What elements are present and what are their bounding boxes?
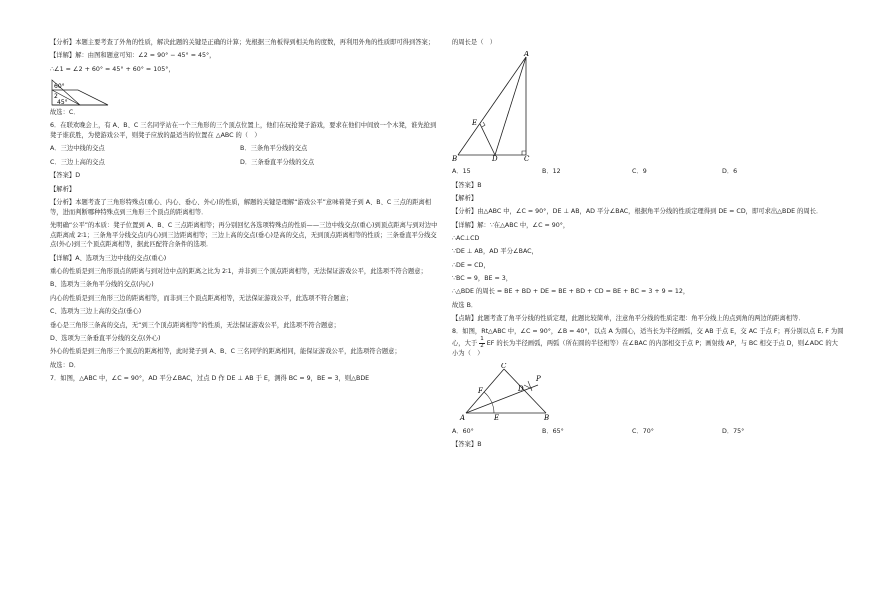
choice-conclusion: 故选：D． — [50, 361, 81, 369]
choice-conclusion: 故选 B． — [452, 301, 478, 309]
angle-label-60: 60° — [54, 83, 65, 91]
solution-step: ∴∠1 = ∠2 + 60° = 45° + 60° = 105°， — [50, 65, 175, 73]
option-b: B．12 — [542, 168, 561, 176]
detail-heading: D、选项为三条垂直平分线的交点(外心) — [50, 334, 161, 342]
angle-bisector-figure — [458, 363, 568, 421]
solution-step: 【详解】解：∵在△ABC 中，∠C = 90°， — [452, 221, 570, 229]
option-b: B．三条角平分线的交点 — [240, 145, 308, 153]
explanation-heading: 【解析】 — [50, 185, 76, 193]
question-8-part-1: 8．如图，Rt△ABC 中，∠C = 90°，∠B = 40°，以点 A 为圆心，适当长为半径画弧，交 AB 于点 E，交 AC 于点 F；再分别以点 E, F 为圆心，大于 — [452, 328, 844, 348]
fraction-numerator: 1 — [480, 336, 484, 343]
answer-line: 【答案】B — [452, 181, 482, 189]
detail-heading: 【详解】A、选项为三边中线的交点(重心) — [50, 254, 167, 262]
solution-step: ∵BC = 9，BE = 3， — [452, 275, 513, 283]
note-paragraph: 【点睛】此题考查了角平分线的性质定理，此题比较简单，注意角平分线的性质定理：角平分线上的点到角的两边的距离相等． — [452, 315, 805, 323]
vertex-label-e: E — [494, 413, 500, 421]
vertex-label-a: A — [524, 51, 530, 59]
triangle-abc-figure — [452, 51, 562, 161]
vertex-label-f: F — [478, 386, 483, 395]
option-d: D．6 — [722, 168, 738, 176]
analysis-paragraph: 先明确“公平”的本质：凳子位置到 A、B、C 三点距离相等；再分别回忆各选项特殊点的性质——三边中线交点(重心)到顶点距离与到对边中点距离成 2∶1；三条角平分线交点(内心)到三边距离相等；三边上高的交点(垂心)是高的交点，无到顶点距离相等的性质；三条垂直平分线交点(外心)到三个顶点距离相等，据此匹配符合条件的选项． — [50, 221, 438, 249]
solution-step: ∴AC⊥CD — [452, 235, 480, 243]
vertex-label-b: B — [544, 413, 550, 421]
vertex-label-c: C — [524, 155, 530, 162]
solution-step: ∴DE = CD， — [452, 261, 490, 269]
solution-step: ∴△BDE 的周长 = BE + BD + DE = BE + BD + CD = BE + BC = 3 + 9 = 12， — [452, 288, 690, 296]
angle-label-45: 45° — [57, 99, 68, 107]
question-7-tail: 的周长是（ ） — [452, 39, 497, 46]
detail-paragraph: 垂心是三角形三条高的交点，无“到三个顶点距离相等”的性质，无法保证游戏公平，此选项不符合题意； — [50, 321, 340, 329]
choice-conclusion: 故选：C． — [50, 109, 80, 117]
vertex-label-a: A — [460, 413, 466, 421]
options-row — [452, 167, 844, 177]
vertex-label-p: P — [536, 374, 541, 383]
solution-step: 【详解】解：由图和题意可知：∠2 = 90° − 45° = 45°， — [50, 52, 216, 60]
vertex-label-e: E — [472, 119, 478, 128]
solution-step: ∵DE ⊥ AB，AD 平分∠BAC， — [452, 248, 538, 256]
fraction-one-half — [479, 337, 485, 349]
detail-heading: C、选项为三边上高的交点(垂心) — [50, 308, 142, 316]
angle-label-2: 2 — [54, 93, 58, 101]
options-row — [50, 158, 442, 168]
analysis-paragraph: 【分析】本题主要考查了外角的性质，解决此题的关键是正确的计算；先根据三角板得到相关角的度数，再利用外角的性质即可得到答案； — [50, 39, 435, 46]
detail-paragraph: 外心的性质是到三角形三个顶点的距离相等，此时凳子到 A、B、C 三名同学的距离相同，能保证游戏公平，此选项符合题意； — [50, 348, 401, 356]
option-a: A．三边中线的交点 — [50, 145, 105, 153]
option-d: D．75° — [722, 427, 745, 435]
detail-paragraph: 内心的性质是到三角形三边的距离相等，而非到三个顶点距离相等，无法保证游戏公平，此选项不符合题意； — [50, 294, 353, 302]
vertex-label-b: B — [452, 155, 458, 162]
left-column — [50, 38, 442, 387]
option-d: D．三条垂直平分线的交点 — [240, 158, 315, 166]
fraction-denominator: 2 — [480, 342, 484, 349]
question-8 — [452, 327, 844, 359]
analysis-paragraph: 【分析】由△ABC 中，∠C = 90°，DE ⊥ AB，AD 平分∠BAC，根据角平分线的性质定理得到 DE = CD，即可求出△BDE 的周长． — [452, 208, 823, 216]
option-c: C．70° — [632, 427, 654, 435]
option-b: B．65° — [542, 427, 564, 435]
question-6: 6．在联欢晚会上，有 A、B、C 三名同学站在一个三角形的三个顶点位置上，他们在玩抢凳子游戏，要求在他们中间放一个木凳，谁先抢到凳子谁获胜，为使游戏公平，则凳子应放的最适当的位置在 △ABC 的（ ） — [50, 122, 437, 140]
answer-line: 【答案】D — [50, 172, 81, 180]
answer-line: 【答案】B — [452, 440, 482, 448]
vertex-label-d: D — [492, 155, 498, 162]
analysis-paragraph: 【分析】本题考查了三角形特殊点(重心、内心、垂心、外心)的性质，解题的关键是理解“游戏公平”意味着凳子到 A、B、C 三点的距离相等，进而判断哪种特殊点到三角形三个顶点的距离相等． — [50, 198, 432, 216]
options-row — [50, 144, 442, 154]
detail-paragraph: 重心的性质是到三角形顶点的距离与到对边中点的距离之比为 2∶1，并非到三个顶点距离相等，无法保证游戏公平，此选项不符合题意； — [50, 268, 427, 276]
right-column — [452, 38, 844, 453]
detail-heading: B、选项为三条角平分线的交点(内心) — [50, 281, 154, 289]
option-c: C．三边上高的交点 — [50, 158, 105, 166]
vertex-label-c: C — [501, 362, 507, 370]
explanation-heading: 【解析】 — [452, 195, 478, 203]
option-a: A．60° — [452, 427, 474, 435]
options-row — [452, 427, 844, 437]
question-7: 7．如图，△ABC 中，∠C = 90°，AD 平分∠BAC，过点 D 作 DE ⊥ AB 于 E，测得 BC = 9，BE = 3，则△BDE — [50, 374, 370, 382]
vertex-label-d: D — [518, 384, 524, 393]
triangle-ruler-figure — [50, 78, 112, 108]
question-8-part-2: EF 的长为半径画弧，两弧（所在圆的半径相等）在∠BAC 的内部相交于点 P；画射线 AP，与 BC 相交于点 D，则∠ADC 的大小为（ ） — [452, 340, 838, 358]
option-c: C．9 — [632, 168, 647, 176]
option-a: A．15 — [452, 168, 471, 176]
